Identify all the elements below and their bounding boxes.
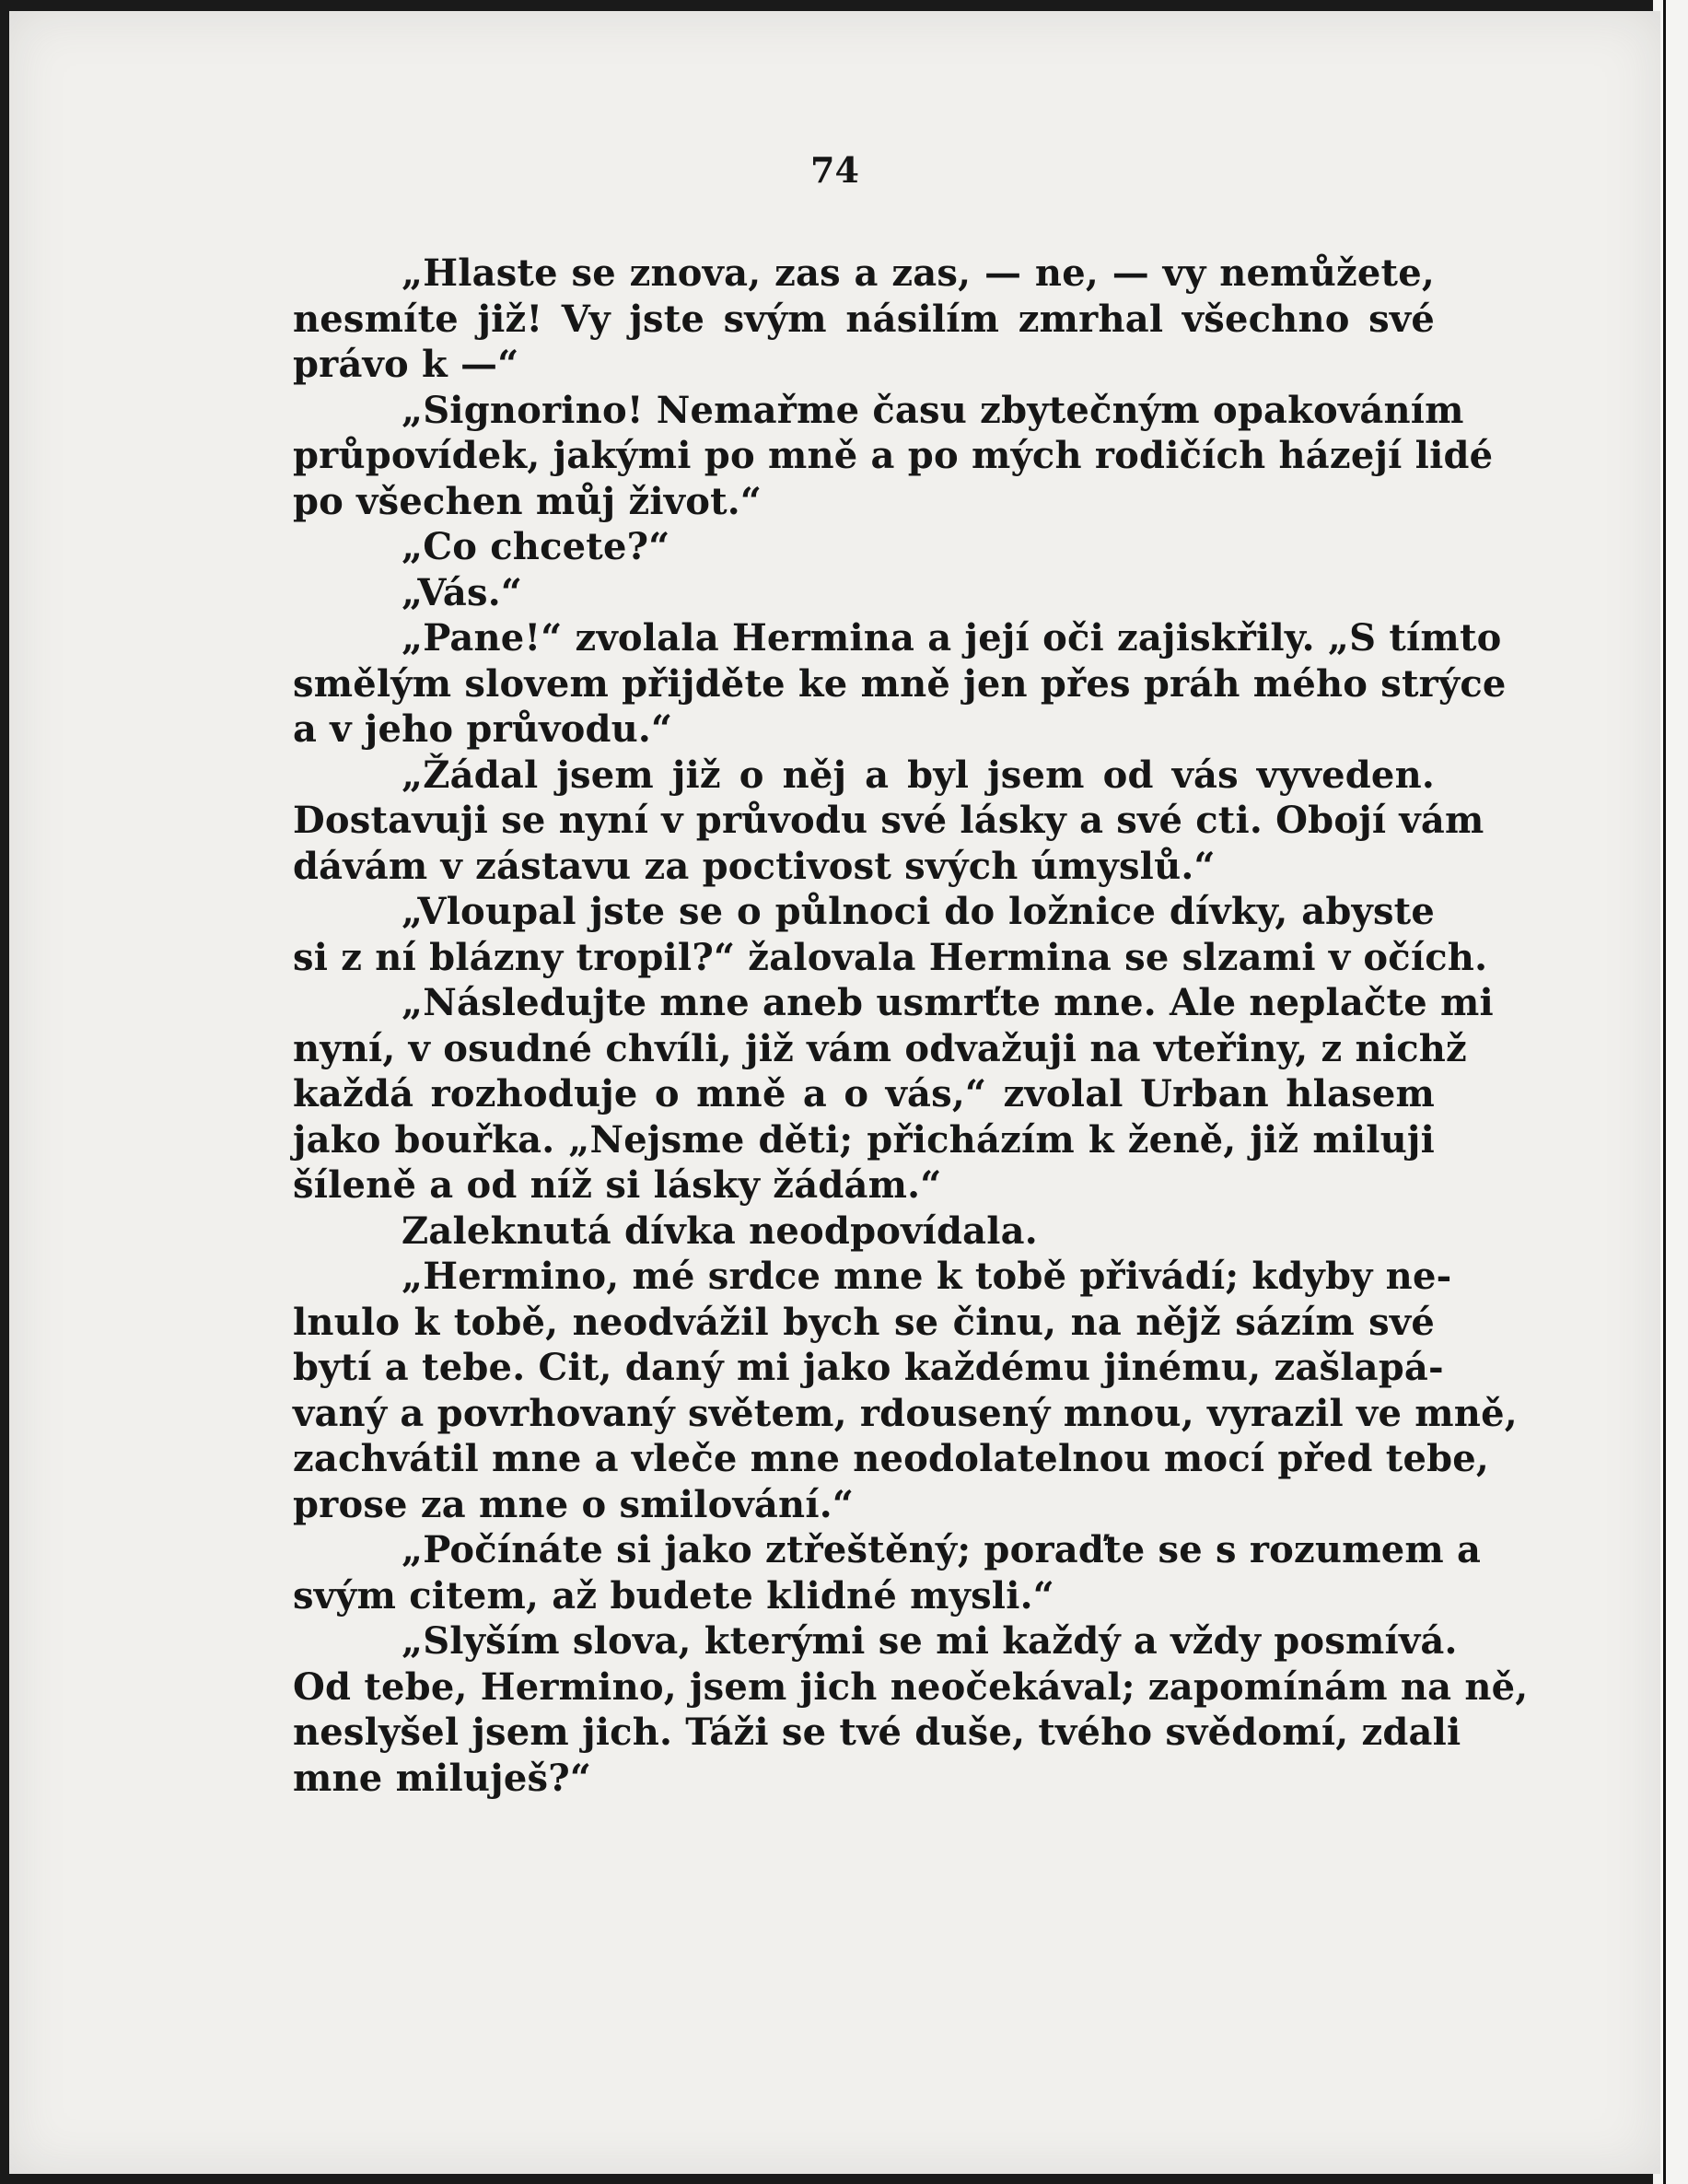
- text-line: „Hermino, mé srdce mne k tobě přivádí; kdyby ne-: [402, 1255, 1452, 1298]
- spine-line: [1663, 0, 1666, 2184]
- text-line: svým citem, až budete klidné mysli.“: [293, 1573, 1054, 1618]
- text-line: „Žádal jsem již o něj a byl jsem od vás vyveden.: [402, 753, 1435, 797]
- text-line: Od tebe, Hermino, jsem jich neočekával; zapomínám na ně,: [293, 1664, 1529, 1709]
- text-line: „Vás.“: [402, 570, 523, 614]
- text-line: Dostavuji se nyní v průvodu své lásky a své cti. Obojí vám: [293, 799, 1484, 842]
- text-line: „Vloupal jste se o půlnoci do ložnice dívky, abyste: [402, 890, 1435, 933]
- text-line: lnulo k tobě, neodvážil bych se činu, na nějž sázím své: [293, 1300, 1435, 1344]
- text-line: „Co chcete?“: [402, 525, 670, 568]
- text-line: dávám v zástavu za poctivost svých úmyslů.“: [293, 844, 1216, 888]
- text-line: nyní, v osudné chvíli, již vám odvažuji na vteřiny, z nichž: [293, 1026, 1467, 1070]
- page-body-text: [293, 251, 1529, 1801]
- text-line: „Pane!“ zvolala Hermina a její oči zajiskřily. „S tímto: [402, 616, 1502, 660]
- text-line: vaný a povrhovaný světem, rdousený mnou, vyrazil ve mně,: [293, 1391, 1518, 1435]
- text-line: neslyšel jsem jich. Táži se tvé duše, tvého svědomí, zdali: [293, 1711, 1461, 1754]
- text-line: a v jeho průvodu.“: [293, 707, 673, 751]
- text-line: si z ní blázny tropil?“ žalovala Hermina se slzami v očích.: [293, 935, 1488, 979]
- text-line: po všechen můj život.“: [293, 479, 763, 523]
- text-line: právo k —“: [293, 343, 519, 386]
- text-line: Zaleknutá dívka neodpovídala.: [402, 1209, 1038, 1253]
- text-line: „Signorino! Nemařme času zbytečným opakováním: [402, 388, 1464, 432]
- text-line: jako bouřka. „Nejsme děti; přicházím k ženě, již miluji: [293, 1117, 1435, 1162]
- text-line: „Počínáte si jako ztřeštěný; poraďte se s rozumem a: [402, 1528, 1482, 1571]
- text-line: smělým slovem přijděte ke mně jen přes práh mého strýce: [293, 661, 1507, 706]
- text-line: „Slyším slova, kterými se mi každý a vždy posmívá.: [402, 1619, 1458, 1663]
- text-line: bytí a tebe. Cit, daný mi jako každému jinému, zašlapá-: [293, 1346, 1444, 1389]
- text-line: „Hlaste se znova, zas a zas, — ne, — vy nemůžete,: [402, 251, 1435, 295]
- text-line: zachvátil mne a vleče mne neodolatelnou mocí před tebe,: [293, 1437, 1490, 1480]
- text-line: šíleně a od níž si lásky žádám.“: [293, 1163, 942, 1207]
- text-line: mne miluješ?“: [293, 1756, 592, 1800]
- text-line: každá rozhoduje o mně a o vás,“ zvolal Urban hlasem: [293, 1072, 1435, 1115]
- text-line: „Následujte mne aneb usmrťte mne. Ale neplačte mi: [402, 981, 1494, 1024]
- text-line: prose za mne o smilování.“: [293, 1482, 855, 1526]
- text-line: průpovídek, jakými po mně a po mých rodičích házejí lidé: [293, 434, 1494, 477]
- text-line: nesmíte již! Vy jste svým násilím zmrhal všechno své: [293, 297, 1435, 341]
- page-number: 74: [810, 149, 859, 191]
